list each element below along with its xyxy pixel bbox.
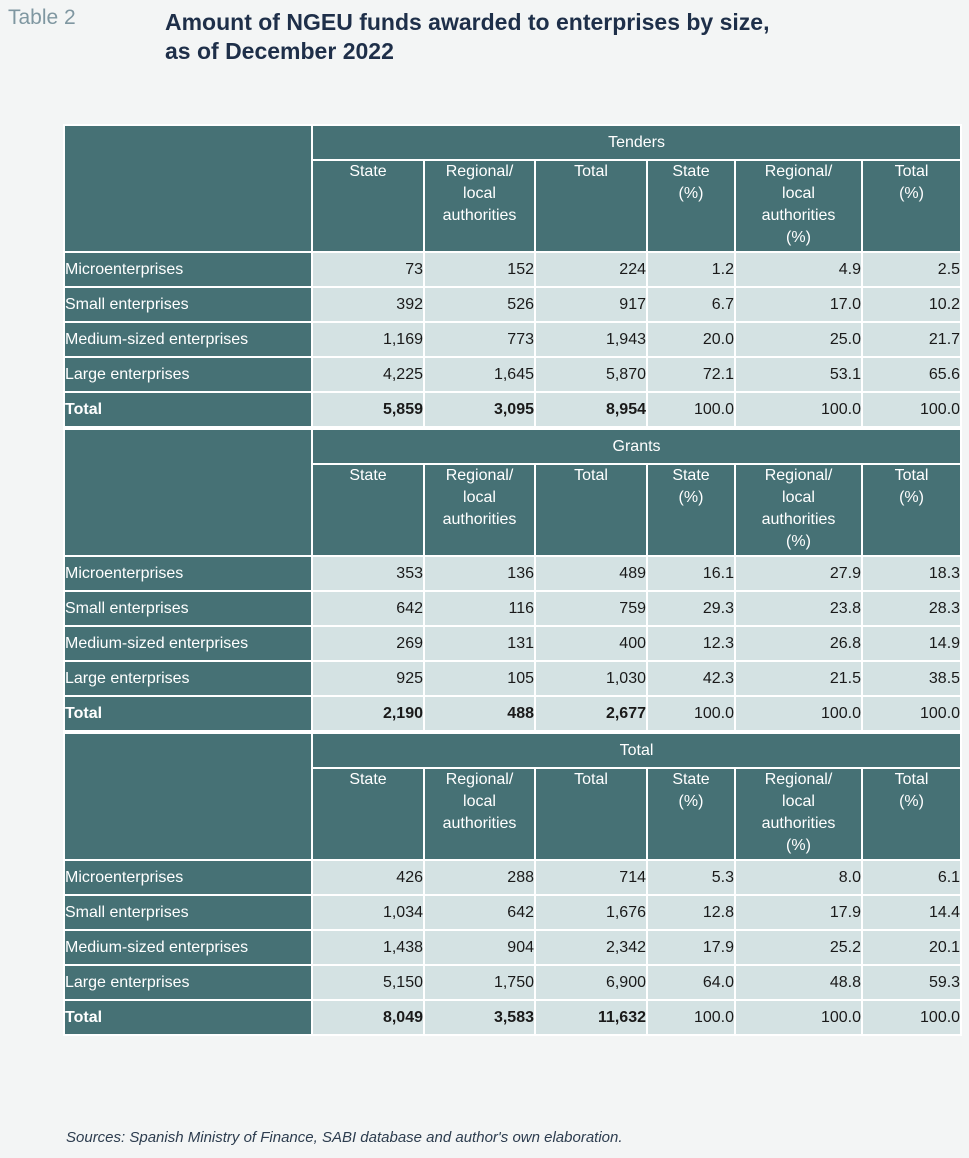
table-cell: 1,943 [535, 322, 647, 357]
table-cell: 1,438 [312, 930, 424, 965]
table-cell: 18.3 [862, 556, 961, 591]
table-cell: 26.8 [735, 626, 862, 661]
table-cell: 1,034 [312, 895, 424, 930]
table-row [64, 930, 961, 965]
row-label: Microenterprises [64, 860, 312, 895]
table-cell: 131 [424, 626, 535, 661]
table-cell: 642 [312, 591, 424, 626]
title-line-1: Amount of NGEU funds awarded to enterprises by size, [165, 9, 770, 35]
table-cell: 4.9 [735, 252, 862, 287]
table-cell: 6.7 [647, 287, 735, 322]
row-label: Total [64, 1000, 312, 1035]
column-header-text: Total (%) [894, 771, 929, 810]
table-cell: 8,954 [535, 392, 647, 427]
table-cell: 42.3 [647, 661, 735, 696]
table-row [64, 661, 961, 696]
table-row [64, 965, 961, 1000]
title-line-2: as of December 2022 [165, 38, 394, 64]
table-cell: 5,150 [312, 965, 424, 1000]
table-cell: 10.2 [862, 287, 961, 322]
column-header-text: State [349, 467, 387, 484]
column-header-text: Regional/ local authorities (%) [761, 467, 836, 550]
column-header [535, 160, 647, 252]
table-cell: 28.3 [862, 591, 961, 626]
group-header: Tenders [312, 125, 961, 160]
column-header [735, 160, 862, 252]
table-cell: 759 [535, 591, 647, 626]
table-cell: 59.3 [862, 965, 961, 1000]
table-cell: 904 [424, 930, 535, 965]
table-cell: 392 [312, 287, 424, 322]
table-cell: 11,632 [535, 1000, 647, 1035]
table-cell: 288 [424, 860, 535, 895]
table-cell: 21.5 [735, 661, 862, 696]
source-note: Sources: Spanish Ministry of Finance, SABI database and author's own elaboration. [66, 1129, 623, 1146]
column-header-text: Total [574, 163, 608, 180]
header-stub [64, 429, 312, 556]
table-cell: 12.8 [647, 895, 735, 930]
table-cell: 100.0 [862, 1000, 961, 1035]
table-cell: 64.0 [647, 965, 735, 1000]
table-cell: 3,095 [424, 392, 535, 427]
column-header [535, 464, 647, 556]
table-cell: 105 [424, 661, 535, 696]
table-cell: 8,049 [312, 1000, 424, 1035]
table-cell: 773 [424, 322, 535, 357]
row-label: Microenterprises [64, 556, 312, 591]
table-cell: 269 [312, 626, 424, 661]
row-label: Microenterprises [64, 252, 312, 287]
table-cell: 21.7 [862, 322, 961, 357]
row-label: Large enterprises [64, 661, 312, 696]
column-header [424, 160, 535, 252]
column-header-text: Total [574, 771, 608, 788]
table-cell: 29.3 [647, 591, 735, 626]
table-cell: 20.0 [647, 322, 735, 357]
table-cell: 1,676 [535, 895, 647, 930]
table-cell: 116 [424, 591, 535, 626]
table-row [64, 626, 961, 661]
table-cell: 353 [312, 556, 424, 591]
table-cell: 100.0 [735, 1000, 862, 1035]
table-cell: 16.1 [647, 556, 735, 591]
table-cell: 1,169 [312, 322, 424, 357]
column-header [312, 464, 424, 556]
column-header-text: Regional/ local authorities [442, 163, 517, 224]
row-label: Small enterprises [64, 591, 312, 626]
total-row [64, 392, 961, 427]
column-header-text: Total (%) [894, 467, 929, 506]
table-cell: 917 [535, 287, 647, 322]
table-block-total [63, 732, 962, 1036]
column-header [862, 768, 961, 860]
table-cell: 38.5 [862, 661, 961, 696]
table-cell: 25.0 [735, 322, 862, 357]
column-header [647, 464, 735, 556]
column-header [735, 768, 862, 860]
table-cell: 73 [312, 252, 424, 287]
table-cell: 152 [424, 252, 535, 287]
header-stub [64, 125, 312, 252]
column-header-text: State (%) [672, 771, 710, 810]
column-header [647, 160, 735, 252]
table-cell: 100.0 [647, 392, 735, 427]
table-row [64, 252, 961, 287]
table-cell: 14.9 [862, 626, 961, 661]
total-row [64, 696, 961, 731]
table-cell: 224 [535, 252, 647, 287]
table-cell: 488 [424, 696, 535, 731]
table-cell: 14.4 [862, 895, 961, 930]
column-header-text: State [349, 771, 387, 788]
row-label: Medium-sized enterprises [64, 930, 312, 965]
column-header [535, 768, 647, 860]
row-label: Large enterprises [64, 357, 312, 392]
table-cell: 2,677 [535, 696, 647, 731]
table-cell: 1,030 [535, 661, 647, 696]
table-cell: 489 [535, 556, 647, 591]
row-label: Small enterprises [64, 895, 312, 930]
table-cell: 17.0 [735, 287, 862, 322]
table-cell: 17.9 [647, 930, 735, 965]
column-header-text: Regional/ local authorities (%) [761, 771, 836, 854]
table-cell: 72.1 [647, 357, 735, 392]
table-cell: 17.9 [735, 895, 862, 930]
column-header [312, 768, 424, 860]
table-cell: 20.1 [862, 930, 961, 965]
column-header-text: Regional/ local authorities [442, 467, 517, 528]
table-row [64, 322, 961, 357]
column-header [424, 768, 535, 860]
group-header: Total [312, 733, 961, 768]
table-cell: 526 [424, 287, 535, 322]
table-cell: 100.0 [735, 696, 862, 731]
column-header-text: State (%) [672, 467, 710, 506]
table-row [64, 556, 961, 591]
column-header [424, 464, 535, 556]
table-row [64, 860, 961, 895]
table-cell: 1.2 [647, 252, 735, 287]
table-cell: 400 [535, 626, 647, 661]
column-header-text: Regional/ local authorities [442, 771, 517, 832]
table-cell: 100.0 [862, 696, 961, 731]
table-cell: 48.8 [735, 965, 862, 1000]
table-cell: 27.9 [735, 556, 862, 591]
table-row [64, 357, 961, 392]
column-header [312, 160, 424, 252]
column-header-text: State (%) [672, 163, 710, 202]
total-row [64, 1000, 961, 1035]
row-label: Small enterprises [64, 287, 312, 322]
column-header [862, 160, 961, 252]
table-cell: 100.0 [735, 392, 862, 427]
column-header-text: Total (%) [894, 163, 929, 202]
table-cell: 426 [312, 860, 424, 895]
header-stub [64, 733, 312, 860]
table-block-grants [63, 428, 962, 732]
table-cell: 642 [424, 895, 535, 930]
table-cell: 2,342 [535, 930, 647, 965]
table-cell: 5.3 [647, 860, 735, 895]
table-cell: 100.0 [647, 696, 735, 731]
table-row [64, 895, 961, 930]
table-cell: 2.5 [862, 252, 961, 287]
row-label: Total [64, 392, 312, 427]
table-block-tenders [63, 124, 962, 428]
column-header-text: Total [574, 467, 608, 484]
table-cell: 8.0 [735, 860, 862, 895]
table-cell: 136 [424, 556, 535, 591]
table-cell: 53.1 [735, 357, 862, 392]
table-cell: 714 [535, 860, 647, 895]
table-cell: 5,870 [535, 357, 647, 392]
table-cell: 3,583 [424, 1000, 535, 1035]
table-row [64, 287, 961, 322]
table-cell: 6.1 [862, 860, 961, 895]
table-cell: 23.8 [735, 591, 862, 626]
row-label: Large enterprises [64, 965, 312, 1000]
group-header: Grants [312, 429, 961, 464]
row-label: Medium-sized enterprises [64, 322, 312, 357]
table-cell: 65.6 [862, 357, 961, 392]
table-cell: 4,225 [312, 357, 424, 392]
row-label: Total [64, 696, 312, 731]
table-title [165, 8, 925, 66]
table-cell: 100.0 [647, 1000, 735, 1035]
column-header [862, 464, 961, 556]
table-cell: 100.0 [862, 392, 961, 427]
table-cell: 6,900 [535, 965, 647, 1000]
table-cell: 925 [312, 661, 424, 696]
row-label: Medium-sized enterprises [64, 626, 312, 661]
column-header-text: Regional/ local authorities (%) [761, 163, 836, 246]
table-cell: 12.3 [647, 626, 735, 661]
table-cell: 25.2 [735, 930, 862, 965]
column-header [735, 464, 862, 556]
column-header [647, 768, 735, 860]
table-row [64, 591, 961, 626]
table-cell: 5,859 [312, 392, 424, 427]
table-cell: 1,645 [424, 357, 535, 392]
data-table [63, 124, 960, 1036]
table-cell: 2,190 [312, 696, 424, 731]
table-cell: 1,750 [424, 965, 535, 1000]
table-label: Table 2 [8, 6, 76, 29]
column-header-text: State [349, 163, 387, 180]
